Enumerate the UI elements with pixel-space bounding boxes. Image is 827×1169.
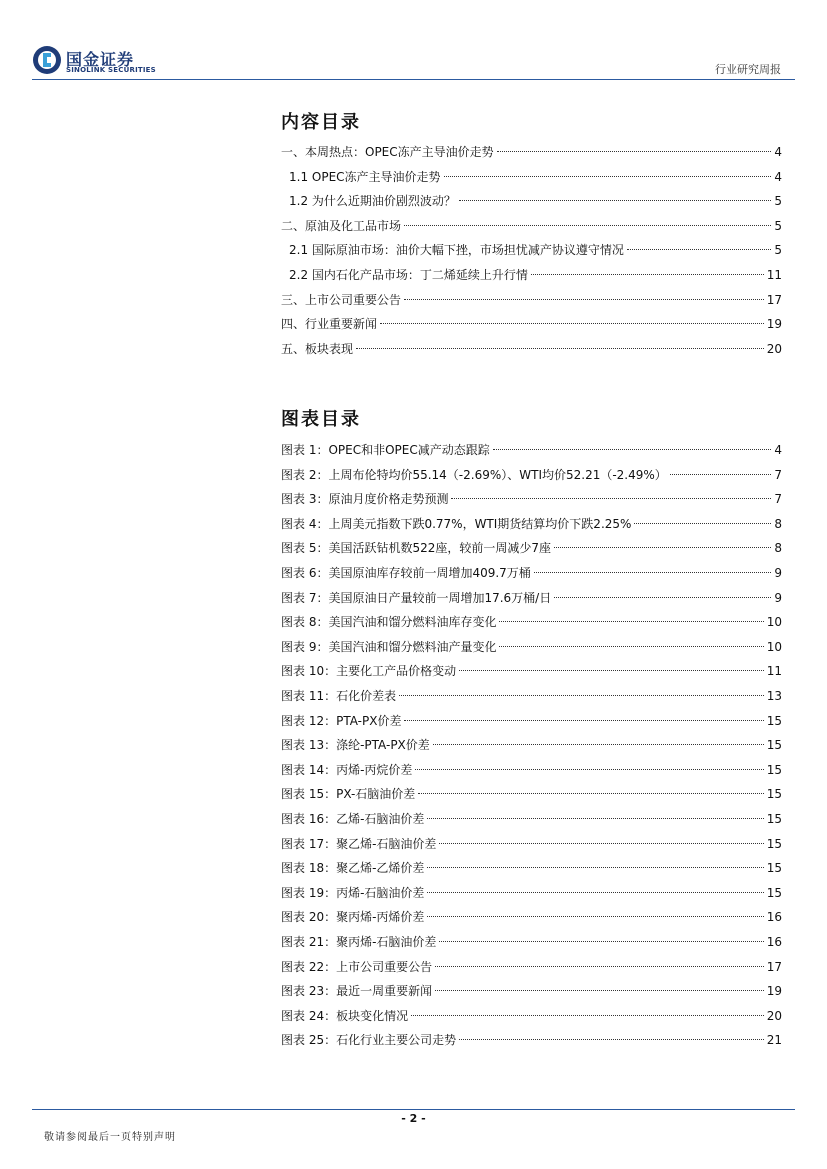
figure-entry[interactable] [281,736,782,754]
figure-entry[interactable] [281,441,782,459]
dot-leader [435,990,764,991]
toc-entry-label: 2.2 国内石化产品市场：丁二烯延续上升行情 [289,268,528,282]
toc-entry-page: 17 [766,292,782,307]
figure-entry-label: 图表 25：石化行业主要公司走势 [281,1033,457,1048]
figure-entry-page: 17 [766,959,782,974]
figure-entry-page: 19 [766,984,782,999]
figure-entry[interactable] [281,859,782,877]
toc-entry-label: 1.2 为什么近期油价剧烈波动？ [289,194,456,209]
figure-entry[interactable] [281,589,782,607]
dot-leader [497,151,772,152]
toc-entry-label: 2.1 国际原油市场：油价大幅下挫，市场担忧减产协议遵守情况 [289,243,624,258]
toc-entry-page: 5 [774,194,782,209]
toc-entry-page: 5 [774,243,782,258]
figure-entry-page: 15 [766,713,782,728]
figure-entry[interactable] [281,884,782,902]
figure-entry[interactable] [281,982,782,1000]
toc-entry-page: 4 [774,145,782,159]
figure-entry-label: 图表 22：上市公司重要公告 [281,959,433,974]
figure-entry[interactable] [281,466,782,484]
dot-leader [427,867,763,868]
toc-entry[interactable] [289,192,782,210]
dot-leader [404,299,764,300]
toc-entry[interactable] [289,168,782,186]
figure-entry-page: 10 [766,615,782,630]
toc-entry-page: 5 [774,218,782,233]
figure-entry[interactable] [281,958,782,976]
dot-leader [411,1015,764,1016]
figure-entry[interactable] [281,712,782,730]
figure-entry-label: 图表 9：美国汽油和馏分燃料油产量变化 [281,639,497,654]
figure-entry-label: 图表 24：板块变化情况 [281,1008,409,1023]
dot-leader [415,769,763,770]
dot-leader [439,843,763,844]
toc-entry-page: 11 [766,268,782,282]
figure-entry[interactable] [281,1031,782,1049]
dot-leader [451,498,771,499]
dot-leader [418,793,763,794]
figure-entry[interactable] [281,638,782,656]
report-type: 行业研究周报 [715,63,781,76]
dot-leader [534,572,772,573]
dot-leader [493,449,772,450]
toc-entry[interactable] [281,315,782,333]
figure-entry-label: 图表 15：PX-石脑油价差 [281,787,416,802]
figure-entry-label: 图表 23：最近一周重要新闻 [281,984,433,999]
toc-entry[interactable] [281,217,782,235]
footer-divider [32,1109,795,1110]
dot-leader [459,670,764,671]
figure-entry-label: 图表 21：聚丙烯-石脑油价差 [281,935,437,949]
figure-entry-label: 图表 16：乙烯-石脑油价差 [281,812,425,826]
figure-entry-label: 图表 14：丙烯-丙烷价差 [281,762,413,777]
page-header [0,0,827,80]
dot-leader [433,744,764,745]
toc-entry[interactable] [281,340,782,358]
dot-leader [670,474,772,475]
contents-title: 内容目录 [281,112,361,133]
figure-entry-label: 图表 20：聚丙烯-丙烯价差 [281,910,425,925]
dot-leader [427,892,763,893]
figure-entry-page: 15 [766,861,782,876]
dot-leader [427,818,763,819]
figure-entry[interactable] [281,933,782,951]
toc-entry[interactable] [289,241,782,259]
figure-entry[interactable] [281,662,782,680]
figure-entry-page: 15 [766,885,782,900]
figure-entry-label: 图表 3：原油月度价格走势预测 [281,492,449,507]
dot-leader [435,966,764,967]
dot-leader [554,597,771,598]
toc-entry[interactable] [289,266,782,284]
figure-entry-page: 7 [774,492,782,507]
figure-entry-label: 图表 2：上周布伦特均价55.14（-2.69%）、WTI均价52.21（-2.49%） [281,467,667,482]
toc-entry-page: 4 [774,169,782,184]
dot-leader [404,720,763,721]
figure-entry-label: 图表 17：聚乙烯-石脑油价差 [281,836,437,851]
disclaimer-note: 敬请参阅最后一页特别声明 [44,1132,176,1143]
figure-entry-page: 8 [774,541,782,556]
figure-entry[interactable] [281,761,782,779]
figure-entry-page: 15 [766,762,782,777]
figure-entry[interactable] [281,687,782,705]
figure-entry-label: 图表 7：美国原油日产量较前一周增加17.6万桶/日 [281,590,552,605]
toc-entry-label: 一、本周热点：OPEC冻产主导油价走势 [281,145,494,159]
figure-entry[interactable] [281,908,782,926]
figure-entry-page: 11 [766,664,782,679]
figure-entry[interactable] [281,490,782,508]
dot-leader [404,225,771,226]
figure-entry[interactable] [281,539,782,557]
dot-leader [356,348,764,349]
figure-entry-page: 15 [766,787,782,802]
dot-leader [499,621,763,622]
figure-entry-page: 15 [766,812,782,826]
figure-entry-page: 9 [774,590,782,605]
toc-entry-label: 四、行业重要新闻 [281,317,378,332]
figure-entry-label: 图表 4：上周美元指数下跌0.77%，WTI期货结算均价下跌2.25% [281,516,632,531]
figures-title: 图表目录 [281,409,361,430]
figure-entry[interactable] [281,1007,782,1025]
figure-entry-label: 图表 10：主要化工产品价格变动 [281,664,457,679]
dot-leader [499,646,763,647]
figure-entry[interactable] [281,564,782,582]
page-number: - 2 - [401,1112,426,1125]
figure-entry-label: 图表 18：聚乙烯-乙烯价差 [281,861,425,876]
figure-entry-label: 图表 19：丙烯-石脑油价差 [281,885,425,900]
figure-entry-page: 21 [766,1033,782,1048]
toc-entry-label: 三、上市公司重要公告 [281,292,402,307]
dot-leader [627,249,771,250]
header-divider [32,79,795,80]
dot-leader [439,941,763,942]
figure-entry-label: 图表 6：美国原油库存较前一周增加409.7万桶 [281,566,531,580]
toc-entry[interactable] [281,291,782,309]
dot-leader [459,1039,764,1040]
figure-entry[interactable] [281,613,782,631]
figure-entry-label: 图表 11：石化价差表 [281,689,397,703]
toc-entry[interactable] [281,143,782,161]
figure-entry[interactable] [281,835,782,853]
figure-entry[interactable] [281,810,782,828]
figure-entry-page: 15 [766,836,782,851]
figure-entry-page: 7 [774,467,782,482]
toc-entry-label: 二、原油及化工品市场 [281,218,402,233]
dot-leader [399,695,764,696]
toc-entry-label: 五、板块表现 [281,341,354,356]
figure-entry-page: 15 [766,738,782,753]
dot-leader [554,547,771,548]
figure-entry-page: 8 [774,516,782,531]
brand-name-cn: 国金证券 [66,50,135,69]
figure-entry-page: 10 [766,639,782,654]
dot-leader [380,323,764,324]
figure-entry-page: 20 [766,1008,782,1023]
toc-entry-page: 19 [766,317,782,332]
figure-entry-label: 图表 8：美国汽油和馏分燃料油库存变化 [281,615,497,630]
figure-entry-page: 13 [766,689,782,703]
toc-entry-label: 1.1 OPEC冻产主导油价走势 [289,169,441,184]
figure-entry-page: 16 [766,935,782,949]
dot-leader [427,916,763,917]
sinolink-logo-icon [32,45,62,75]
figure-entry[interactable] [281,785,782,803]
figure-entry-label: 图表 13：涤纶-PTA-PX价差 [281,738,430,753]
dot-leader [531,274,764,275]
figure-entry-label: 图表 5：美国活跃钻机数522座，较前一周减少7座 [281,541,551,556]
brand-name-en: SINOLINK SECURITIES [66,66,156,74]
figure-entry-label: 图表 1：OPEC和非OPEC减产动态跟踪 [281,443,490,457]
dot-leader [444,176,772,177]
figure-entry-label: 图表 12：PTA-PX价差 [281,713,402,728]
figure-entry-page: 4 [774,443,782,457]
dot-leader [634,523,771,524]
figure-entry-page: 16 [766,910,782,925]
figure-entry[interactable] [281,515,782,533]
figure-entry-page: 9 [774,566,782,580]
dot-leader [459,200,771,201]
toc-entry-page: 20 [766,341,782,356]
